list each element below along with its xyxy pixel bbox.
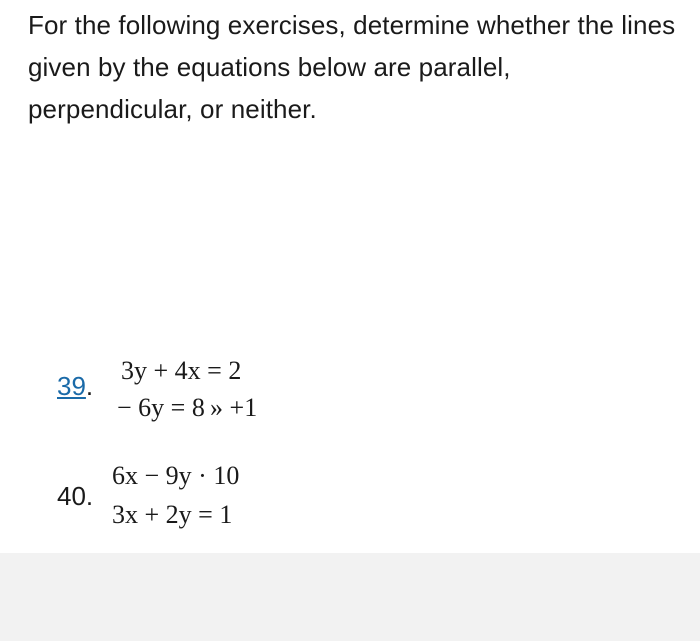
exercise-40-number bbox=[57, 481, 93, 511]
exercise-40-period: . bbox=[85, 481, 94, 511]
footer-panel bbox=[0, 553, 700, 641]
exercise-39-equation-1: 3y + 4x = 2 bbox=[121, 356, 242, 385]
exercise-40-label: 40 bbox=[57, 481, 86, 511]
instructions-text: For the following exercises, determine whether the lines given by the equations below are parallel, perpendicular, or neither. bbox=[28, 10, 676, 124]
exercise-39-period: . bbox=[85, 371, 94, 401]
exercise-39-equation-2: − 6y = 8 » +1 bbox=[117, 393, 258, 422]
exercise-40-equation-2: 3x + 2y = 1 bbox=[112, 500, 233, 529]
exercise-39-link[interactable]: 39 bbox=[57, 371, 86, 401]
exercise-39-number bbox=[57, 371, 93, 401]
exercise-40-equation-1: 6x − 9y · 10 bbox=[112, 461, 240, 490]
